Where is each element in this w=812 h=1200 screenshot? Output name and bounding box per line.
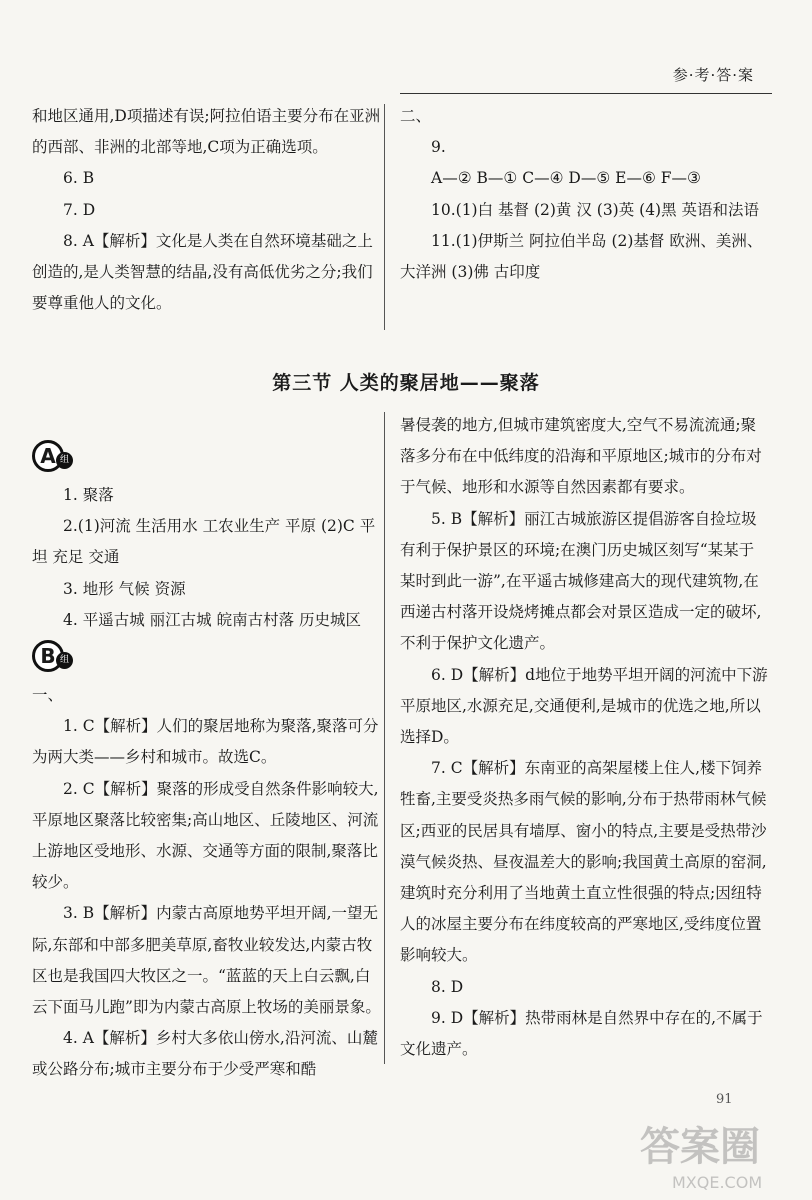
group-a-letter: A xyxy=(32,440,64,472)
answer-item: 2.(1)河流 生活用水 工农业生产 平原 (2)C 平坦 充足 交通 xyxy=(32,517,376,567)
group-b-badge-icon xyxy=(32,640,382,676)
part-heading: 二、 xyxy=(400,107,432,125)
answer-item: 3. B【解析】内蒙古高原地势平坦开阔,一望无际,东部和中部多肥美草原,畜牧业较发达,内蒙古牧区也是我国四大牧区之一。“蓝蓝的天上白云飘,白云下面马儿跑”即为内蒙古高原上牧场的美丽景象。 xyxy=(32,904,381,1017)
watermark-logo-icon xyxy=(632,1108,802,1196)
answer-paragraph: 暑侵袭的地方,但城市建筑密度大,空气不易流流通;聚落多分布在中低纬度的沿海和平原地区;城市的分布对于气候、地形和水源等自然因素都有要求。 xyxy=(400,416,762,497)
answer-item: 9. xyxy=(431,138,446,157)
group-a-label: 组 xyxy=(56,452,73,469)
part-heading: 一、 xyxy=(32,686,64,705)
top-left-column xyxy=(32,101,382,319)
answer-item: 6. B xyxy=(63,169,95,188)
header-rule xyxy=(400,93,772,94)
answer-item: 5. B【解析】丽江古城旅游区提倡游客自捡垃圾有利于保护景区的环境;在澳门历史城区刻写“某某于某时到此一游”,在平遥古城修建高大的现代建筑物,在西递古村落开设烧烤摊点都会对景区造成一定的破坏,不利于保护文化遗产。 xyxy=(400,509,762,653)
top-right-column xyxy=(400,101,768,288)
page-header: 参·考·答·案 xyxy=(672,66,754,84)
lower-right-column xyxy=(400,410,768,1065)
answer-item: 2. C【解析】聚落的形成受自然条件影响较大,平原地区聚落比较密集;高山地区、丘陵地区、河流上游地区受地形、水源、交通等方面的限制,聚落比较少。 xyxy=(32,779,379,892)
answer-item: 8. A【解析】文化是人类在自然环境基础之上创造的,是人类智慧的结晶,没有高低优劣之分;我们要尊重他人的文化。 xyxy=(32,231,373,313)
column-divider xyxy=(384,412,385,1064)
group-a-badge-icon xyxy=(32,440,382,476)
answer-item: 3. 地形 气候 资源 xyxy=(63,579,186,598)
page-number: 91 xyxy=(716,1092,733,1107)
answer-paragraph: 和地区通用,D项描述有误;阿拉伯语主要分布在亚洲的西部、非洲的北部等地,C项为正确选项。 xyxy=(32,107,381,157)
lower-left-column xyxy=(32,438,382,1086)
answer-item: 1. 聚落 xyxy=(63,486,114,504)
matching-answers: A—② B—① C—④ D—⑤ E—⑥ F—③ xyxy=(431,169,701,188)
answer-item: 1. C【解析】人们的聚居地称为聚落,聚落可分为两大类——乡村和城市。故选C。 xyxy=(32,717,379,767)
answer-item: 9. D【解析】热带雨林是自然界中存在的,不属于文化遗产。 xyxy=(400,1008,763,1059)
answer-item: 4. 平遥古城 丽江古城 皖南古村落 历史城区 xyxy=(63,610,361,629)
answer-item: 7. D xyxy=(63,200,96,219)
watermark-url-text: MXQE.COM xyxy=(672,1173,763,1192)
answer-item: 7. C【解析】东南亚的高架屋楼上住人,楼下饲养牲畜,主要受炎热多雨气候的影响,分布于热带雨林气候区;西亚的民居具有墙厚、窗小的特点,主要是受热带沙漠气候炎热、昼夜温差大的影响;我国黄土高原的窑洞,建筑时充分利用了当地黄土直立性很强的特点;因纽特人的冰屋主要分布在纬度较高的严寒地区,受纬度位置影响较大。 xyxy=(400,759,767,965)
answer-item: 11.(1)伊斯兰 阿拉伯半岛 (2)基督 欧洲、美洲、大洋洲 (3)佛 古印度 xyxy=(400,231,763,282)
watermark-main-text: 答案圈 xyxy=(640,1124,760,1170)
group-b-letter: B xyxy=(32,640,64,672)
answer-item: 4. A【解析】乡村大多依山傍水,沿河流、山麓或公路分布;城市主要分布于少受严寒和酷 xyxy=(32,1029,378,1079)
section-title: 第三节 人类的聚居地——聚落 xyxy=(272,372,540,394)
answer-item: 8. D xyxy=(431,977,464,996)
answer-item: 6. D【解析】d地位于地势平坦开阔的河流中下游平原地区,水源充足,交通便利,是城市的优选之地,所以选择D。 xyxy=(400,665,768,747)
column-divider xyxy=(384,104,385,330)
group-b-label: 组 xyxy=(56,652,73,669)
answer-item: 10.(1)白 基督 (2)黄 汉 (3)英 (4)黑 英语和法语 xyxy=(431,200,760,219)
